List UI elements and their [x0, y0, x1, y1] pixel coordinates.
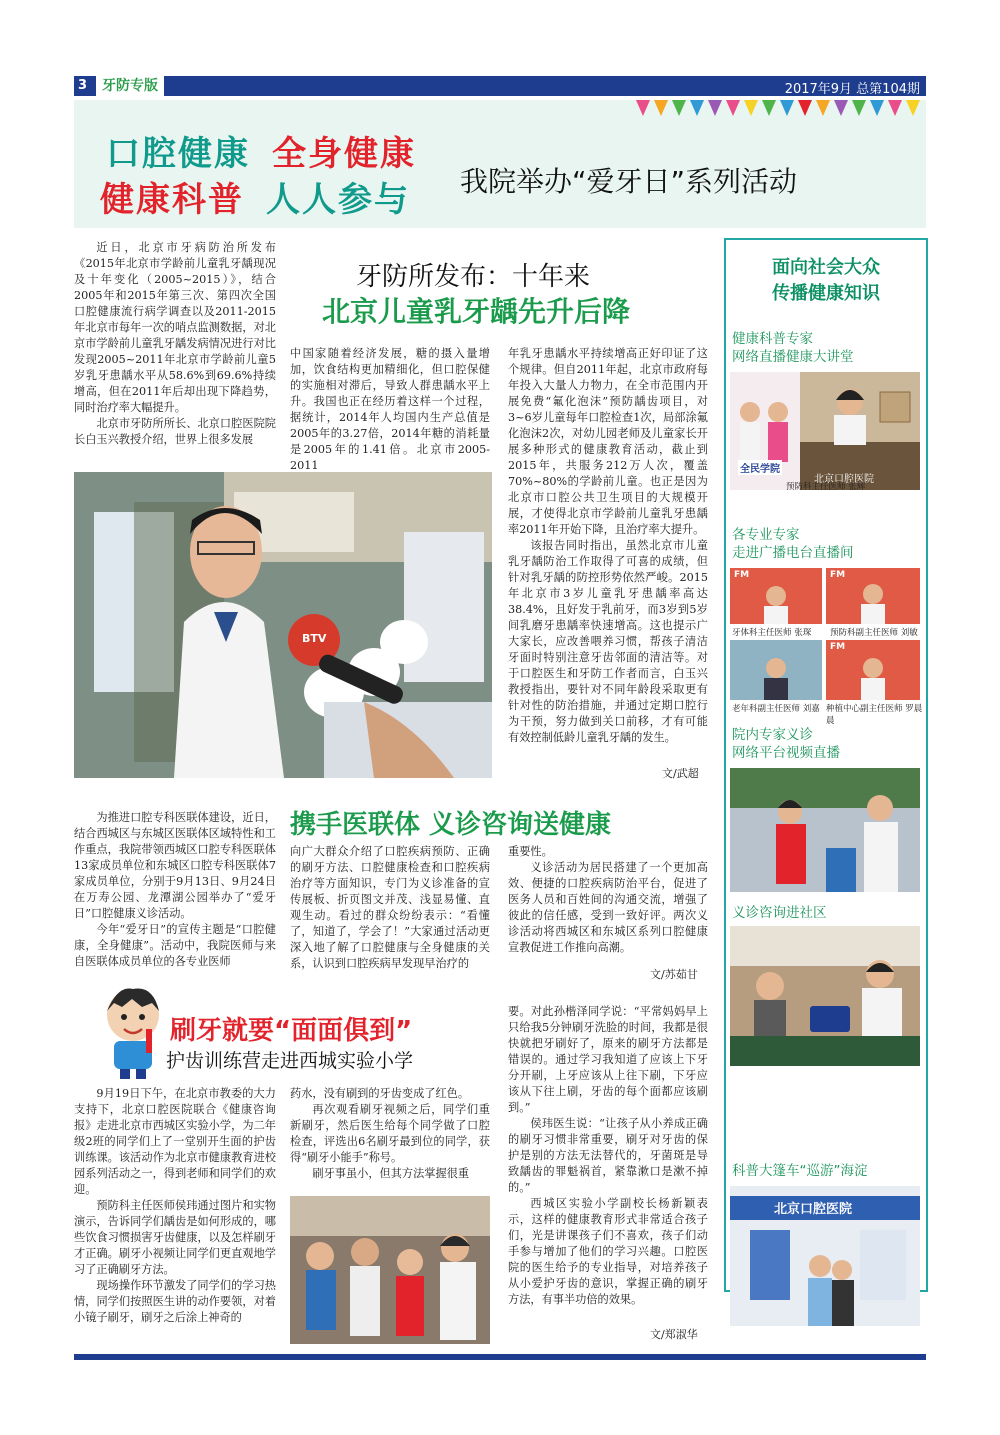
fm-logo: FM — [830, 642, 846, 652]
slogan-1b: 全身健康 — [272, 134, 416, 174]
sec3-title-2: 网络平台视频直播 — [732, 745, 840, 761]
paragraph: 义诊活动为居民搭建了一个更加高效、便捷的口腔疾病防治平台，促进了医务人员和百姓间的沟通交流，增强了彼此的信任感，受到一致好评。两次义诊活动将西城区和东城区系列口腔健康宣教促进工作推向高潮。 — [508, 861, 708, 954]
paragraph: 中国家随着经济发展，糖的摄入量增加，饮食结构更加精细化，但口腔保健的实施相对滞后，导致人群患龋水平上升。我国也正在经历着这样一个过程，据统计，2014年人均国内生产总值是2005年的3.27倍，2014年糖的消耗量是2005年的1.41倍。北京市2005-2011 — [290, 347, 490, 472]
paragraph: 近日，北京市牙病防治所发布《2015年北京市学龄前儿童乳牙龋现况及十年变化（2005~2015）》，结合2005年和2015年第三次、第四次全国口腔健康流行病学调查以及2011-2015年北京市每年一次的哨点监测数据，对北京市学龄前儿童乳牙龋发病情况进行对比发现2005~2011年北京市学龄前儿童5岁乳牙患龋水平从58.6%到69.6%持续增高，但在2011年后却出现下降趋势，同时治疗率大幅提升。 — [74, 241, 276, 414]
sec5-title: 科普大篷车“巡游”海淀 — [732, 1163, 868, 1179]
paragraph: 预防科主任医师侯玮通过图片和实物演示，告诉同学们龋齿是如何形成的，哪些饮食习惯损害牙齿健康，以及怎样刷牙才正确。刷牙小视频让同学们更直观地学习了正确刷牙方法。 — [74, 1199, 276, 1276]
paragraph: 9月19日下午，在北京市教委的大力支持下，北京口腔医院联合《健康咨询报》走进北京市西城区实验小学，为二年级2班的同学们上了一堂别开生面的护齿训练课。该活动作为北京市健康教育进校园系列活动之一，得到老师和同学们的欢迎。 — [74, 1087, 276, 1196]
article3-byline: 文/郑淑华 — [650, 1328, 698, 1341]
paragraph: 侯玮医生说：“让孩子从小养成正确的刷牙习惯非常重要，刷牙对牙齿的保护是别的方法无法替代的，牙菌斑是导致龋齿的罪魁祸首，紧靠漱口是漱不掉的。” — [508, 1117, 708, 1194]
sec1-sign-b: 北京口腔医院 — [814, 474, 874, 485]
article1-byline: 文/武超 — [662, 767, 699, 780]
paragraph: 北京市牙防所所长、北京口腔医院院长白玉兴教授介绍，世界上很多发展 — [74, 417, 276, 446]
paragraph: 要。对此孙楷泽同学说：“平常妈妈早上只给我5分钟刷牙洗脸的时间，我都是很快就把牙刷好了，原来的刷牙方法都是错误的。通过学习我知道了应该上下牙分开刷，上牙应该从上往下刷，下牙应该从下往上刷，牙齿的每个面都应该刷到。” — [508, 1005, 708, 1114]
banner — [74, 100, 926, 228]
paragraph: 西城区实验小学副校长杨新颖表示，这样的健康教育形式非常适合孩子们，光是讲课孩子们不喜欢，孩子们动手参与增加了他们的学习兴趣。口腔医院的医生给予的专业指导，对培养孩子从小爱护牙齿的意识，掌握正确的刷牙方法，有事半功倍的效果。 — [508, 1197, 708, 1306]
article1-col2 — [290, 346, 490, 474]
fm-logo: FM — [830, 570, 846, 580]
paragraph: 年乳牙患龋水平持续增高正好印证了这个规律。但自2011年起，北京市政府每年投入大量人力物力，在全市范围内开展免费“氟化泡沫”预防龋齿项目，对3~6岁儿童每年口腔检查1次，局部涂氟化泡沫2次，对幼儿园老师及儿童家长开展多种形式的健康教育活动，截止到2015年，共服务212万人次，覆盖70%~80%的学龄前儿童。也正是因为北京市口腔公共卫生项目的大规模开展，才使得北京市学龄前儿童乳牙患龋率2011年开始下降，且治疗率大提升。 — [508, 347, 708, 536]
sec4-title: 义诊咨询进社区 — [732, 905, 827, 921]
sec2-caption-1: 牙体科主任医师 张琛 — [732, 628, 812, 638]
sec2-caption-3: 老年科副主任医师 刘嘉 — [732, 704, 820, 714]
section-name: 牙防专版 — [96, 76, 168, 96]
bunting-flags — [634, 100, 926, 122]
btv-logo: BTV — [302, 632, 327, 645]
article2-title: 携手医联体 义诊咨询送健康 — [290, 810, 612, 840]
livestream-photo — [730, 372, 920, 490]
sec2-title-2: 走进广播电台直播间 — [732, 545, 854, 561]
sec1-title-1: 健康科普专家 — [732, 331, 813, 347]
page-number: 3 — [78, 78, 88, 93]
article1-title: 北京儿童乳牙龋先升后降 — [322, 295, 631, 328]
community-clinic-photo — [730, 926, 920, 1066]
paragraph: 今年“爱牙日”的宣传主题是“口腔健康，全身健康”。活动中，我院医师与来自医联体成员单位的各专业医师 — [74, 923, 276, 968]
article1-col1 — [74, 240, 276, 448]
cartoon-boy-icon — [98, 985, 168, 1080]
paragraph: 该报告同时指出，虽然北京市儿童乳牙龋防治工作取得了可喜的成绩，但针对乳牙龋的防控形势依然严峻。2015年北京市3岁儿童乳牙患龋率高达38.4%，且好发于乳前牙，而3岁到5岁间乳磨牙患龋率快速增高。这也提示广大家长，应改善喂养习惯，帮孩子清洁牙面时特别注意牙齿邻面的清洁等。对于口腔医生和牙防工作者而言，白玉兴教授指出，要针对不同年龄段采取更有针对性的防治措施，并通过定期口腔行为干预，努力做到关口前移，才有可能有效控制低龄儿童乳牙龋的发生。 — [508, 539, 708, 744]
caravan-photo — [730, 1186, 920, 1326]
slogan-1a: 口腔健康 — [106, 134, 250, 174]
slogan-2a: 健康科普 — [100, 180, 244, 220]
sec2-title-1: 各专业专家 — [732, 527, 800, 543]
banner-subtitle: 我院举办“爱牙日”系列活动 — [460, 165, 798, 198]
paragraph: 药水，没有刷到的牙齿变成了红色。 — [290, 1087, 470, 1100]
radio-photo-1 — [730, 568, 822, 624]
interview-photo — [74, 472, 492, 778]
video-live-photo — [730, 768, 920, 892]
sec2-caption-2: 预防科副主任医师 刘敏 — [830, 628, 918, 638]
paragraph: 向广大群众介绍了口腔疾病预防、正确的刷牙方法、口腔健康检查和口腔疾病治疗等方面知识，专门为义诊准备的宣传展板、折页图文并茂、浅显易懂、直观生动。看过的群众纷纷表示：“看懂了，知道了，学会了！”大家通过活动更深入地了解了口腔健康与全身健康的关系，认识到口腔疾病早发现早治疗的 — [290, 845, 490, 970]
radio-photo-4 — [826, 640, 920, 700]
sidebar-head-2: 传播健康知识 — [772, 283, 880, 304]
article3-col3 — [508, 1004, 708, 1308]
page-header-bar — [74, 76, 926, 96]
paragraph: 现场操作环节激发了同学们的学习热情，同学们按照医生讲的动作要领，对着小镜子刷牙，刷牙之后涂上神奇的 — [74, 1279, 276, 1324]
article2-col2 — [290, 844, 490, 972]
sec2-caption-4: 种植中心副主任医师 罗晨晨 — [826, 704, 923, 726]
article2-col1 — [74, 810, 276, 970]
paragraph: 再次观看刷牙视频之后，同学们重新刷牙，然后医生给每个同学做了口腔检查，评选出6名刷牙最到位的同学，获得“刷牙小能手”称号。 — [290, 1103, 490, 1164]
sidebar-head-1: 面向社会大众 — [772, 257, 880, 278]
sec3-title-1: 院内专家义诊 — [732, 727, 813, 743]
article1-col3 — [508, 346, 708, 746]
paragraph: 刷牙事虽小，但其方法掌握很重 — [312, 1167, 470, 1180]
article3-col2 — [290, 1086, 490, 1182]
article2-col3 — [508, 844, 708, 956]
paragraph: 重要性。 — [508, 845, 553, 858]
article3-title: 刷牙就要“面面俱到” — [170, 1016, 413, 1046]
sidebar — [724, 238, 928, 1292]
radio-photo-2 — [826, 568, 920, 624]
article1-kicker: 牙防所发布：十年来 — [356, 262, 591, 292]
article2-byline: 文/苏茹甘 — [650, 968, 698, 981]
paragraph: 为推进口腔专科医联体建设，近日，结合西城区与东城区医联体区域特性和工作重点，我院带领西城区口腔专科医联体13家成员单位和东城区口腔专科医联体7家成员单位，分别于9月13日、9月24日在万寿公园、龙潭湖公园举办了“爱牙日”口腔健康义诊活动。 — [74, 811, 276, 920]
brushing-class-photo — [290, 1196, 490, 1344]
fm-logo: FM — [734, 570, 750, 580]
page-footer-bar — [74, 1354, 926, 1360]
caravan-sign: 北京口腔医院 — [774, 1202, 853, 1217]
sec1-title-2: 网络直播健康大讲堂 — [732, 349, 854, 365]
radio-photo-3 — [730, 640, 822, 700]
sec1-caption: 预防科主任医师 张辉 — [786, 482, 866, 492]
article3-subtitle: 护齿训练营走进西城实验小学 — [166, 1050, 414, 1072]
issue-date: 2017年9月 总第104期 — [784, 82, 920, 97]
slogan-2b: 人人参与 — [266, 180, 410, 220]
article3-col1 — [74, 1086, 276, 1326]
sec1-sign-a: 全民学院 — [738, 460, 782, 475]
